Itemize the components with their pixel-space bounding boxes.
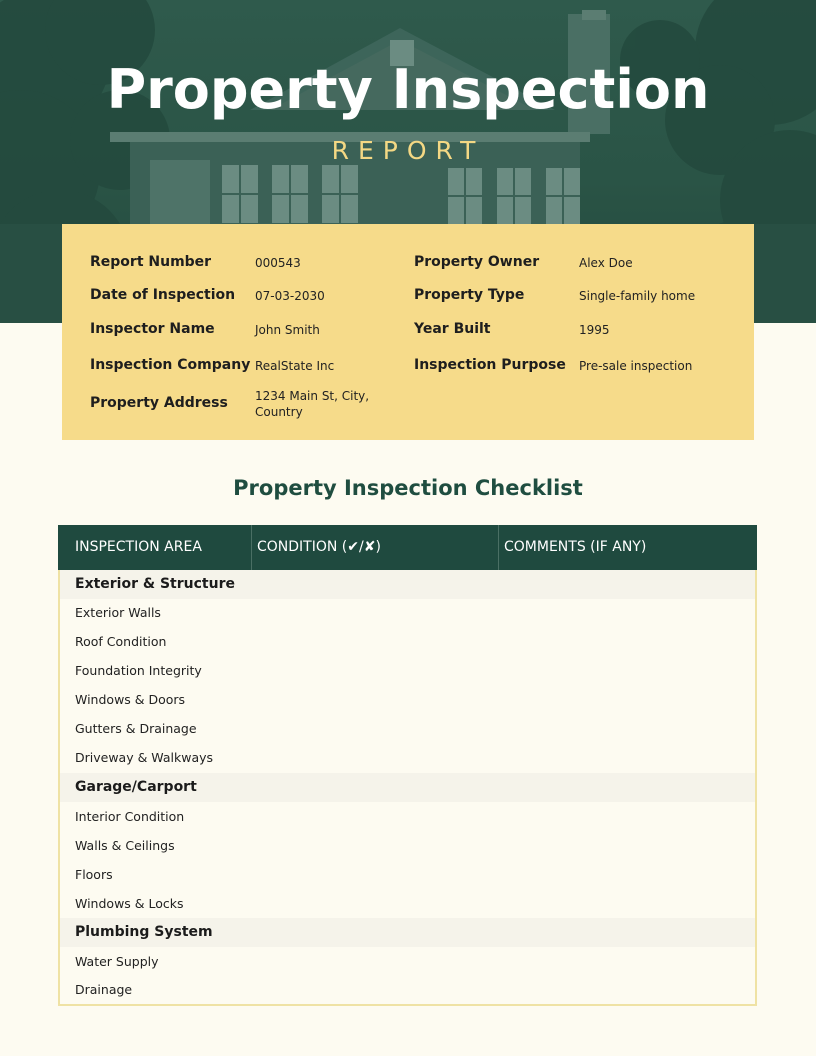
checklist-table	[58, 525, 757, 1006]
table-row: Windows & Doors	[75, 692, 186, 707]
table-row: Floors	[75, 867, 113, 882]
table-row: Interior Condition	[75, 809, 185, 824]
property-info-card	[62, 224, 754, 440]
table-row: Exterior Walls	[75, 605, 161, 620]
inspector-label: Inspector Name	[90, 321, 215, 337]
table-row: Gutters & Drainage	[75, 721, 197, 736]
section-row: Exterior & Structure	[60, 570, 755, 599]
report-number-label: Report Number	[90, 254, 212, 270]
checklist-title: Property Inspection Checklist	[233, 476, 583, 500]
address-label: Property Address	[90, 395, 228, 411]
address-line-1: 1234 Main St, City,	[255, 389, 370, 403]
section-row: Garage/Carport	[60, 773, 755, 802]
date-label: Date of Inspection	[90, 287, 236, 303]
company-label: Inspection Company	[90, 357, 251, 373]
type-value: Single-family home	[579, 289, 696, 303]
table-row: Foundation Integrity	[75, 663, 202, 678]
owner-value: Alex Doe	[579, 256, 633, 270]
table-row: Windows & Locks	[75, 896, 184, 911]
table-row: Water Supply	[75, 954, 159, 969]
year-value: 1995	[579, 323, 610, 337]
table-row: Walls & Ceilings	[75, 838, 175, 853]
company-value: RealState Inc	[255, 359, 335, 373]
table-row: Driveway & Walkways	[75, 750, 214, 765]
column-header-condition: CONDITION (✔/✘)	[257, 539, 381, 555]
address-line-2: Country	[255, 405, 303, 419]
table-row: Drainage	[75, 982, 133, 997]
page-subtitle: REPORT	[331, 136, 485, 165]
column-header-area: INSPECTION AREA	[75, 539, 202, 555]
type-label: Property Type	[414, 287, 525, 303]
table-header	[58, 525, 757, 570]
inspector-value: John Smith	[255, 323, 320, 337]
year-label: Year Built	[414, 321, 491, 337]
purpose-label: Inspection Purpose	[414, 357, 566, 373]
table-row: Roof Condition	[75, 634, 167, 649]
section-row: Plumbing System	[60, 918, 755, 947]
column-header-comments: COMMENTS (IF ANY)	[504, 539, 647, 555]
purpose-value: Pre-sale inspection	[579, 359, 693, 373]
owner-label: Property Owner	[414, 254, 540, 270]
page-title: Property Inspection	[106, 58, 710, 121]
date-value: 07-03-2030	[255, 289, 325, 303]
report-number-value: 000543	[255, 256, 301, 270]
